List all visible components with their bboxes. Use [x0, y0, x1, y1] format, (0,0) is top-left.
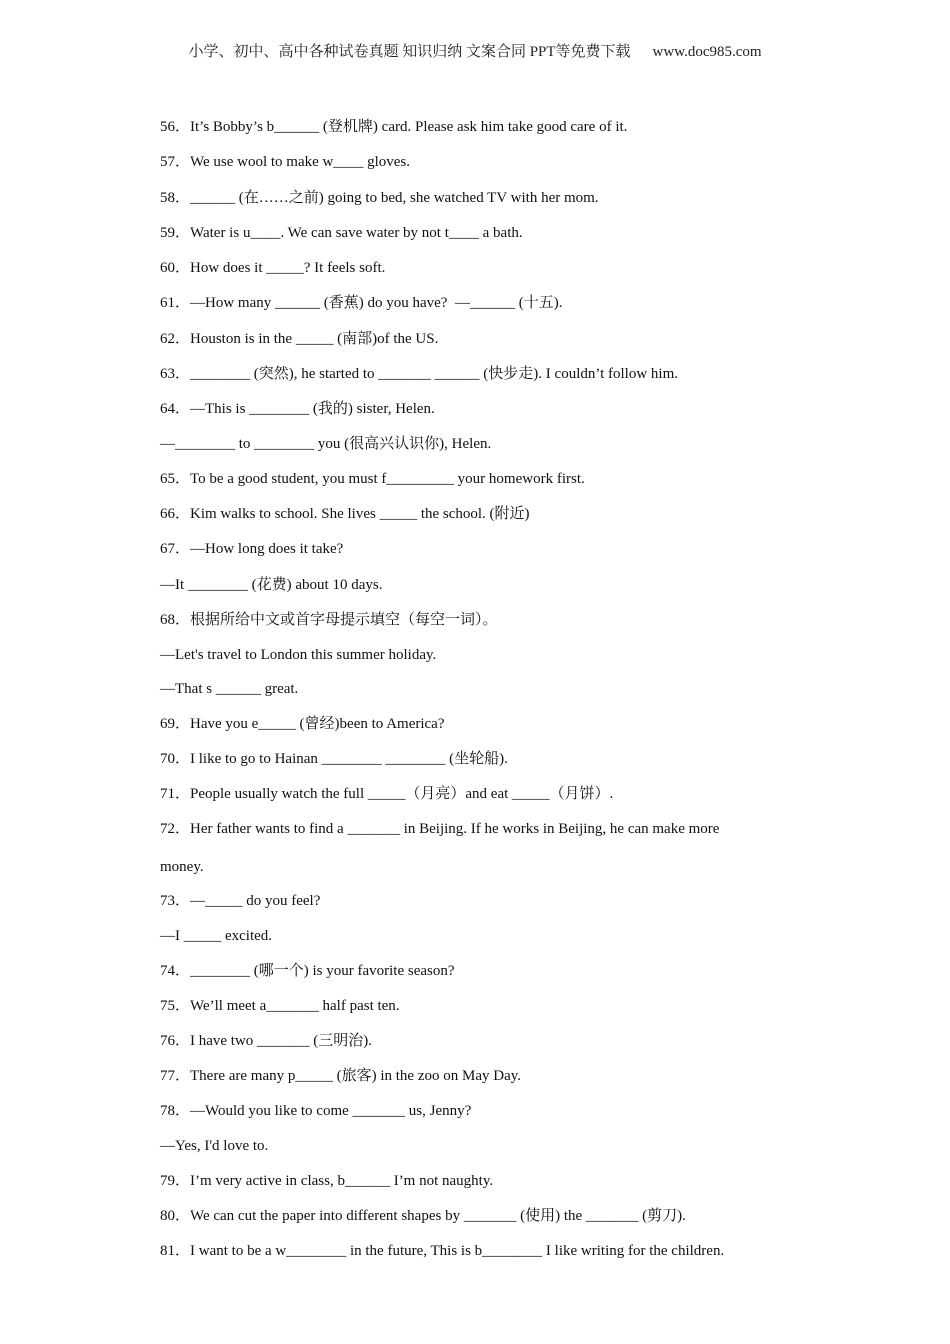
- exercise-line: —________ to ________ you (很高兴认识你), Helen.: [160, 436, 492, 452]
- exercise-line: money.: [160, 859, 204, 875]
- exercise-line: 73．—_____ do you feel?: [160, 893, 321, 909]
- exercise-line: 69．Have you e_____ (曾经)been to America?: [160, 716, 445, 732]
- exercise-line: —Let's travel to London this summer holiday.: [160, 647, 437, 663]
- exercise-line: 65．To be a good student, you must f_________ your homework first.: [160, 471, 585, 487]
- exercise-line: 61．—How many ______ (香蕉) do you have? —______ (十五).: [160, 295, 563, 311]
- exercise-line: 79．I’m very active in class, b______ I’m not naughty.: [160, 1173, 494, 1189]
- exercise-line: 63．________ (突然), he started to _______ ______ (快步走). I couldn’t follow him.: [160, 366, 678, 382]
- exercise-line: —It ________ (花费) about 10 days.: [160, 577, 383, 593]
- exercise-line: 60．How does it _____? It feels soft.: [160, 260, 386, 276]
- exercise-line: 58．______ (在……之前) going to bed, she watched TV with her mom.: [160, 190, 599, 206]
- exercise-line: —I _____ excited.: [160, 928, 273, 944]
- exercise-line: 68．根据所给中文或首字母提示填空（每空一词）。: [160, 612, 498, 628]
- exercise-line: 59．Water is u____. We can save water by not t____ a bath.: [160, 225, 523, 241]
- exercise-line: —That s ______ great.: [160, 681, 299, 697]
- exercise-line: 64．—This is ________ (我的) sister, Helen.: [160, 401, 435, 417]
- exercise-line: 71．People usually watch the full _____（月亮）and eat _____（月饼）.: [160, 786, 614, 802]
- exercise-line: 70．I like to go to Hainan ________ ________ (坐轮船).: [160, 751, 508, 767]
- exercise-line: 72．Her father wants to find a _______ in Beijing. If he works in Beijing, he can make more: [160, 821, 720, 837]
- exercise-line: 57．We use wool to make w____ gloves.: [160, 154, 411, 170]
- exercise-line: 80．We can cut the paper into different shapes by _______ (使用) the _______ (剪刀).: [160, 1208, 686, 1224]
- exercise-line: 75．We’ll meet a_______ half past ten.: [160, 998, 400, 1014]
- exercise-line: —Yes, I'd love to.: [160, 1138, 269, 1154]
- exercise-line: 81．I want to be a w________ in the future, This is b________ I like writing for the children.: [160, 1243, 725, 1259]
- exercise-line: 66．Kim walks to school. She lives _____ the school. (附近): [160, 506, 530, 522]
- header-url[interactable]: www.doc985.com: [652, 44, 762, 60]
- exercise-line: 78．—Would you like to come _______ us, Jenny?: [160, 1103, 472, 1119]
- exercise-line: 74．________ (哪一个) is your favorite season?: [160, 963, 455, 979]
- exercise-line: 77．There are many p_____ (旅客) in the zoo on May Day.: [160, 1068, 522, 1084]
- exercise-line: 76．I have two _______ (三明治).: [160, 1033, 373, 1049]
- exercise-line: 62．Houston is in the _____ (南部)of the US.: [160, 331, 439, 347]
- header-site-description: 小学、初中、高中各种试卷真题 知识归纳 文案合同 PPT等免费下载: [188, 44, 631, 60]
- exercise-line: 67．—How long does it take?: [160, 541, 344, 557]
- exercise-line: 56．It’s Bobby’s b______ (登机牌) card. Please ask him take good care of it.: [160, 119, 628, 135]
